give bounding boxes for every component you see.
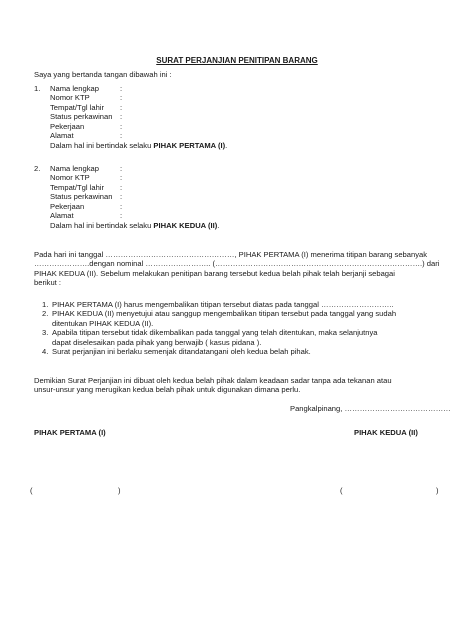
term-item-continued (42, 319, 396, 328)
signature-paren-close-left: ) (118, 486, 121, 495)
term-text: dapat diselesaikan pada pihak yang berwajib ( kasus pidana ). (52, 337, 262, 347)
signature-label-first-party: PIHAK PERTAMA (I) (34, 428, 106, 437)
party2-colon: : (120, 173, 123, 183)
party2-row-job (34, 202, 219, 211)
party2-row-ktp (34, 173, 219, 182)
party2-field-label: Nama lengkap (50, 164, 99, 173)
party1-block (34, 84, 227, 150)
signature-label-second-party: PIHAK KEDUA (II) (354, 428, 418, 437)
party2-row-ttl (34, 183, 219, 192)
party2-row-status (34, 192, 219, 201)
party2-field-label: Nomor KTP (50, 173, 90, 183)
party2-field-label: Pekerjaan (50, 201, 85, 211)
term-number: 4. (42, 347, 49, 357)
agreement-line: ………………….dengan nominal …………………….. (……………………………………………………………………….) dari (34, 259, 440, 269)
term-item (42, 300, 396, 309)
party2-statement (34, 221, 219, 230)
party1-colon: : (120, 112, 123, 122)
party1-colon: : (120, 121, 123, 131)
closing-paragraph (34, 376, 392, 395)
party2-colon: : (120, 211, 123, 221)
signature-paren-open-right: ( (340, 486, 343, 495)
party2-number: 2. (34, 164, 41, 173)
party1-field-label: Alamat (50, 131, 74, 141)
party1-field-label: Nama lengkap (50, 84, 99, 93)
term-text: Apabila titipan tersebut tidak dikembalikan pada tanggal yang telah ditentukan, maka selanjutnya (52, 328, 378, 338)
party2-row-address (34, 211, 219, 220)
term-item (42, 328, 396, 337)
party1-field-label: Pekerjaan (50, 121, 85, 131)
party2-colon: : (120, 192, 123, 202)
party2-block (34, 164, 219, 230)
party1-role: PIHAK PERTAMA (I) (153, 140, 226, 150)
party1-statement-end: . (225, 140, 228, 150)
signature-paren-open-left: ( (30, 486, 33, 495)
party1-row-ktp (34, 93, 227, 102)
term-text: PIHAK KEDUA (II) menyetujui atau sanggup mengembalikan titipan tersebut pada tanggal yang sudah (52, 309, 397, 319)
party2-colon: : (120, 164, 123, 173)
term-number: 3. (42, 328, 49, 338)
term-item (42, 347, 396, 356)
party2-field-label: Alamat (50, 211, 74, 221)
agreement-line: PIHAK KEDUA (II). Sebelum melakukan penitipan barang tersebut kedua belah pihak telah berjanji sebagai (34, 268, 395, 278)
party2-statement-text: Dalam hal ini bertindak selaku (50, 220, 154, 230)
party1-row-address (34, 131, 227, 140)
party1-colon: : (120, 93, 123, 103)
agreement-paragraph (34, 250, 439, 288)
party2-role: PIHAK KEDUA (II) (153, 220, 218, 230)
intro-text: Saya yang bertanda tangan dibawah ini : (34, 70, 172, 79)
terms-list (42, 300, 396, 357)
party1-field-label: Nomor KTP (50, 93, 90, 103)
party2-statement-end: . (217, 220, 220, 230)
party1-statement-text: Dalam hal ini bertindak selaku (50, 140, 154, 150)
party2-colon: : (120, 201, 123, 211)
term-text: PIHAK PERTAMA (I) harus mengembalikan titipan tersebut diatas pada tanggal ……………………….. (52, 300, 394, 309)
party1-row-job (34, 122, 227, 131)
term-text: Surat perjanjian ini berlaku semenjak ditandatangani oleh kedua belah pihak. (52, 347, 311, 357)
signature-paren-close-right: ) (436, 486, 439, 495)
closing-line: Demikian Surat Perjanjian ini dibuat oleh kedua belah pihak dalam keadaan sadar tanpa ada tekanan atau (34, 376, 392, 385)
party1-colon: : (120, 102, 123, 112)
party1-field-label: Tempat/Tgl lahir (50, 102, 105, 112)
party2-row-name (34, 164, 219, 173)
term-number: 2. (42, 309, 49, 319)
party1-statement (34, 141, 227, 150)
party1-row-ttl (34, 103, 227, 112)
document-title: SURAT PERJANJIAN PENITIPAN BARANG (156, 56, 318, 65)
party1-row-name (34, 84, 227, 93)
party1-field-label: Status perkawinan (50, 112, 113, 122)
agreement-line: Pada hari ini tanggal ……………………………………………, PIHAK PERTAMA (I) menerima titipan barang sebanyak (34, 250, 428, 259)
term-text: ditentukan PIHAK KEDUA (II). (52, 318, 154, 328)
place-date: Pangkalpinang, …………………………………… (290, 404, 451, 413)
party2-field-label: Status perkawinan (50, 192, 113, 202)
party1-colon: : (120, 131, 123, 141)
term-item (42, 309, 396, 318)
agreement-line: berikut : (34, 278, 62, 288)
closing-line: unsur-unsur yang merugikan kedua belah pihak untuk digunakan dimana perlu. (34, 385, 301, 395)
party2-colon: : (120, 182, 123, 192)
party1-colon: : (120, 84, 123, 93)
party1-number: 1. (34, 84, 41, 93)
party1-row-status (34, 112, 227, 121)
term-item-continued (42, 338, 396, 347)
party2-field-label: Tempat/Tgl lahir (50, 182, 105, 192)
term-number: 1. (42, 300, 49, 309)
